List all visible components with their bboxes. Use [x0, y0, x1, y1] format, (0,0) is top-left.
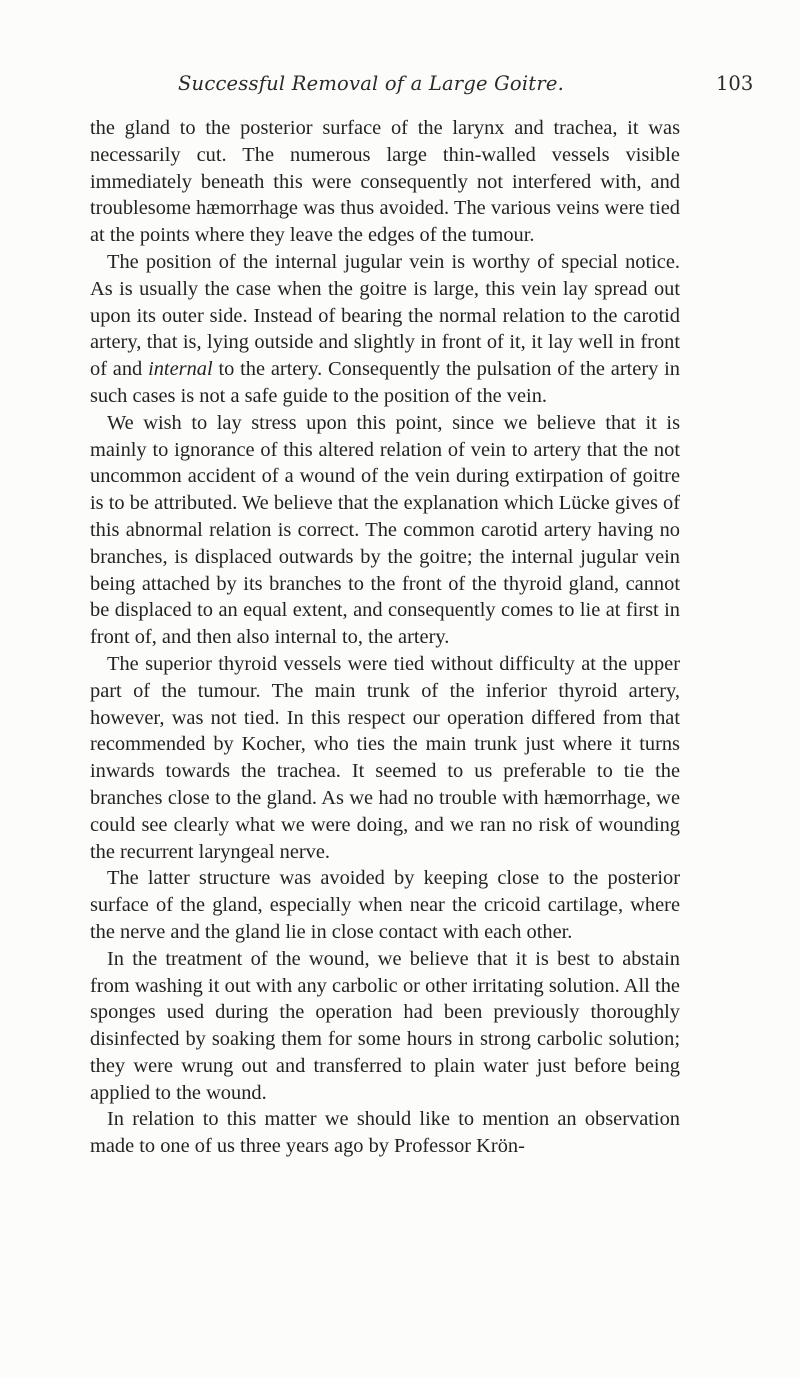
running-title: Successful Removal of a Large Goitre. — [178, 72, 565, 95]
paragraph-stress-point — [90, 410, 680, 651]
paragraph-text: to the artery. Consequently the pulsation of the artery in such cases is not a safe guide to the position of the vein. — [90, 358, 680, 407]
paragraph-text: We wish to lay stress upon this point, since we believe that it is mainly to ignorance of this altered relation of vein to artery that the not uncommon accident of a wound of the vein during extirpation of goitre is to be attributed. We believe that the explanation which Lücke gives of this abnormal relation is correct. The common carotid artery having no branches, is displaced outwards by the goitre; the internal jugular vein being attached by its branches to the front of the thyroid gland, cannot be displaced to an equal extent, and consequently comes to lie at first in front of, and then also internal to, the artery. — [90, 411, 680, 649]
body-text — [90, 115, 680, 1160]
paragraph-wound-treatment — [90, 946, 680, 1107]
paragraph-text: In the treatment of the wound, we believe that it is best to abstain from washing it out with any carbolic or other irritating solution. All the sponges used during the operation had been previously thoroughly disinfected by soaking them for some hours in strong carbolic solution; they were wrung out and transferred to plain water just before being applied to the wound. — [90, 947, 680, 1104]
paragraph-text: The position of the internal jugular vein is worthy of special notice. As is usually the case when the goitre is large, this vein lay spread out upon its outer side. Instead of bearing the normal relation to the carotid artery, that is, lying outside and slightly in front of it, it lay well in front of and — [90, 250, 680, 381]
paragraph-thyroid-vessels — [90, 651, 680, 865]
emphasis-word: internal — [148, 358, 213, 381]
paragraph-text: the gland to the posterior surface of the larynx and trachea, it was necessarily cut. The numerous large thin-walled vessels visible immediately beneath this were consequently not interfered with, and troublesome hæmorrhage was thus avoided. The various veins were tied at the points where they leave the edges of the tumour. — [90, 117, 680, 247]
paragraph-continuation — [90, 115, 680, 249]
paragraph-nerve-avoidance — [90, 865, 680, 945]
paragraph-text: In relation to this matter we should like to mention an observation made to one of us three years ago by Professor Krön- — [90, 1108, 680, 1158]
paragraph-text: The latter structure was avoided by keeping close to the posterior surface of the gland, especially when near the cricoid cartilage, where the nerve and the gland lie in close contact with each other. — [90, 867, 680, 943]
page-number: 103 — [716, 72, 754, 95]
paragraph-jugular-vein — [90, 249, 680, 410]
paragraph-text: The superior thyroid vessels were tied without difficulty at the upper part of the tumour. The main trunk of the inferior thyroid artery, however, was not tied. In this respect our operation differed from that recommended by Kocher, who ties the main trunk just where it turns inwards towards the trachea. It seemed to us preferable to tie the branches close to the gland. As we had no trouble with hæmorrhage, we could see clearly what we were doing, and we ran no risk of wounding the recurrent laryngeal nerve. — [90, 652, 680, 863]
paragraph-observation — [90, 1106, 680, 1160]
